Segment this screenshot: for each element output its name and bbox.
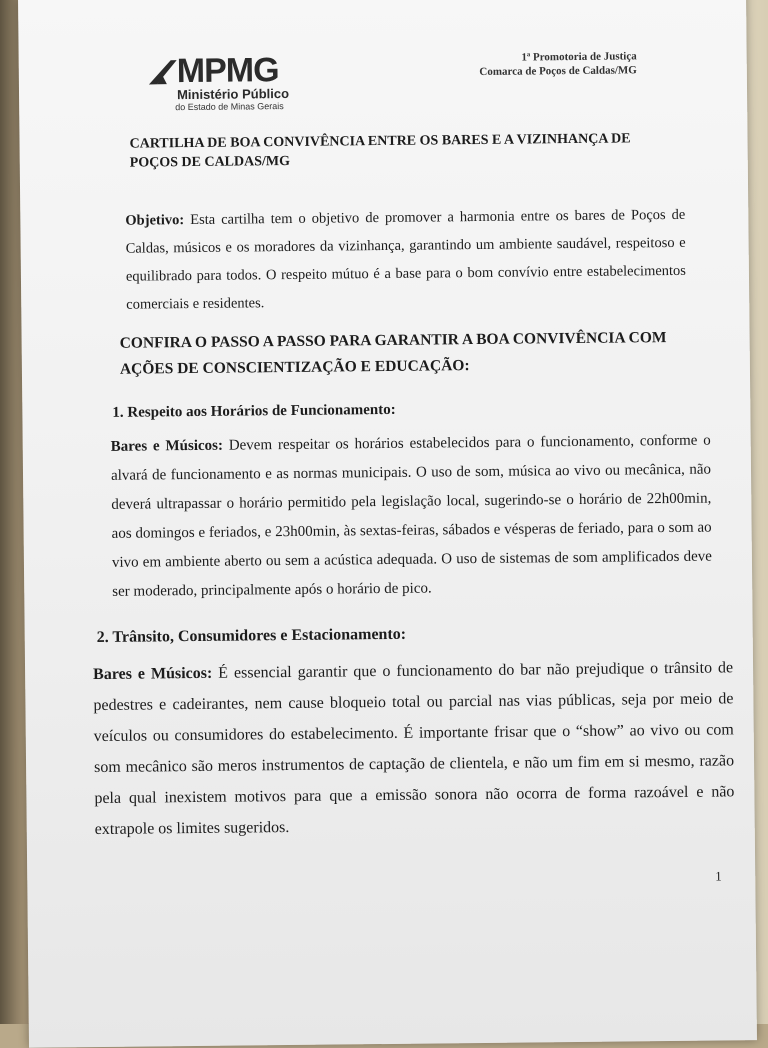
objective-text: Esta cartilha tem o objetivo de promover a harmonia entre os bares de Poços de Caldas, músicos e os moradores da vizinhança, garantindo um ambiente saudável, respeitoso e equilibrado para todos. O respeito mútuo é a base para o bom convívio entre estabelecimentos comerciais e residentes. (125, 206, 686, 313)
mpmg-logo (149, 53, 290, 113)
document-title: CARTILHA DE BOA CONVIVÊNCIA ENTRE OS BARES E A VIZINHANÇA DE POÇOS DE CALDAS/MG (129, 131, 631, 171)
objective-label: Objetivo: (125, 212, 185, 229)
section-1-text: Devem respeitar os horários estabelecidos para o funcionamento, conforme o alvará de funcionamento e as normas municipais. O uso de som, música ao vivo ou mecânica, não deverá ultrapassar o horário permitido pela legislação local, sugerindo-se o horário de 22h00min, aos domingos e feriados, e 23h00min, às sextas-feiras, sábados e vésperas de feriado, para o som ao vivo em ambiente aberto ou sem a acústica adequada. O uso de sistemas de som amplificados deve ser moderado, principalmente após o horário de pico. (110, 432, 712, 600)
section-2-lead: Bares e Músicos: (93, 664, 213, 684)
logo-emblem-icon (149, 58, 177, 84)
page-number: 1 (715, 868, 722, 884)
section-2-text: É essencial garantir que o funcionamento do bar não prejudique o trânsito de pedestres e cadeirantes, nem cause bloqueio total ou parcial nas vias públicas, seja por meio de veículos ou consumidores do estabelecimento. É importante frisar que o “show” ao vivo ou com som mecânico são meros instrumentos de captação de clientela, e não um fim em si mesmo, razão pela qual inexistem motivos para que a emissão sonora não ocorra de forma razoável e não extrapole os limites sugeridos. (93, 659, 735, 839)
section-2-body (93, 652, 735, 845)
objective-paragraph (125, 201, 686, 319)
organization-header (479, 49, 637, 79)
org-line-1: 1ª Promotoria de Justiça (521, 50, 637, 64)
section-1-lead: Bares e Músicos: (110, 437, 224, 455)
logo-subtitle: Ministério Público (176, 85, 290, 103)
logo-text: MPMG (176, 51, 279, 91)
logo-subtitle-state: do Estado de Minas Gerais (175, 101, 284, 113)
section-2-title: 2. Trânsito, Consumidores e Estacionamento: (96, 625, 407, 647)
section-heading: CONFIRA O PASSO A PASSO PARA GARANTIR A BOA CONVIVÊNCIA COM AÇÕES DE CONSCIENTIZAÇÃO E EDUCAÇÃO: (119, 329, 667, 378)
section-1-body (111, 427, 713, 607)
document-page (18, 0, 757, 1048)
org-line-2: Comarca de Poços de Caldas/MG (479, 64, 637, 78)
section-1-title: 1. Respeito aos Horários de Funcionamento: (112, 401, 396, 421)
